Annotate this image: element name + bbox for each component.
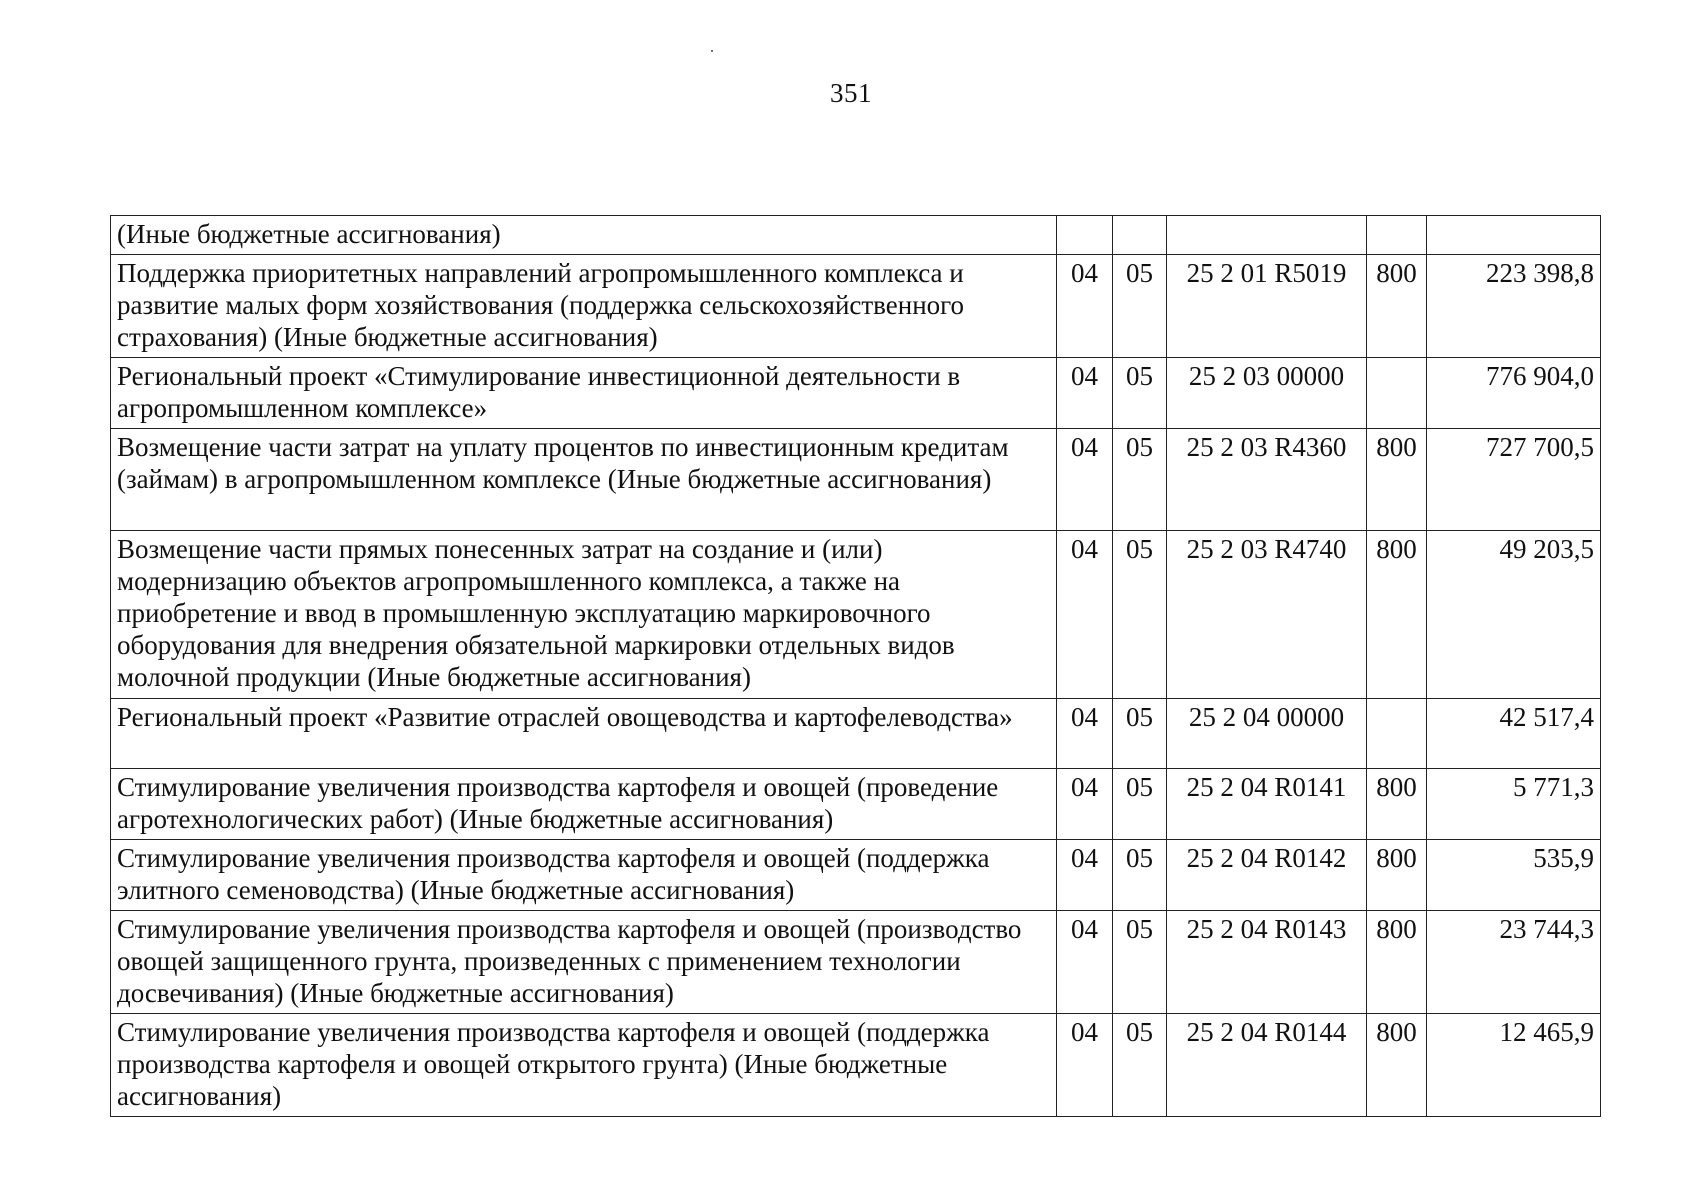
row-razdel: 04 [1057,840,1113,911]
table-row [111,358,1601,429]
row-amount: 727 700,5 [1427,429,1601,531]
budget-table [110,215,1601,1117]
row-vr: 800 [1367,911,1427,1014]
row-podrazdel: 05 [1113,1014,1167,1117]
row-razdel: 04 [1057,769,1113,840]
table-row [111,840,1601,911]
table-row [111,769,1601,840]
row-name: Поддержка приоритетных направлений агропромышленного комплекса и развитие малых форм хозяйствования (поддержка сельскохозяйственного страхования) (Иные бюджетные ассигнования) [111,255,1057,358]
row-amount: 5 771,3 [1427,769,1601,840]
row-razdel: 04 [1057,255,1113,358]
row-vr: 800 [1367,255,1427,358]
row-razdel: 04 [1057,911,1113,1014]
row-name: Возмещение части прямых понесенных затрат на создание и (или) модернизацию объектов агропромышленного комплекса, а также на приобретение и ввод в промышленную эксплуатацию маркировочного оборудования для внедрения обязательной маркировки отдельных видов молочной продукции (Иные бюджетные ассигнования) [111,531,1057,699]
table-row [111,429,1601,531]
row-name: Стимулирование увеличения производства картофеля и овощей (поддержка элитного семеноводства) (Иные бюджетные ассигнования) [111,840,1057,911]
table-row [111,699,1601,769]
row-razdel: 04 [1057,429,1113,531]
row-podrazdel: 05 [1113,769,1167,840]
table-row [111,531,1601,699]
row-amount: 42 517,4 [1427,699,1601,769]
row-csr: 25 2 03 R4360 [1167,429,1367,531]
row-csr [1167,216,1367,255]
row-razdel: 04 [1057,358,1113,429]
table-row [111,216,1601,255]
row-podrazdel [1113,216,1167,255]
table-row [111,255,1601,358]
table-row [111,1014,1601,1117]
row-podrazdel: 05 [1113,531,1167,699]
row-razdel: 04 [1057,699,1113,769]
row-csr: 25 2 04 R0143 [1167,911,1367,1014]
row-podrazdel: 05 [1113,699,1167,769]
row-name: Возмещение части затрат на уплату процентов по инвестиционным кредитам (займам) в агропромышленном комплексе (Иные бюджетные ассигнования) [111,429,1057,531]
row-csr: 25 2 04 R0144 [1167,1014,1367,1117]
row-amount: 223 398,8 [1427,255,1601,358]
row-vr: 800 [1367,1014,1427,1117]
row-podrazdel: 05 [1113,429,1167,531]
row-amount: 23 744,3 [1427,911,1601,1014]
row-name: Стимулирование увеличения производства картофеля и овощей (поддержка производства картофеля и овощей открытого грунта) (Иные бюджетные ассигнования) [111,1014,1057,1117]
row-podrazdel: 05 [1113,840,1167,911]
row-vr: 800 [1367,769,1427,840]
row-amount [1427,216,1601,255]
row-csr: 25 2 01 R5019 [1167,255,1367,358]
scan-speck [711,50,713,52]
row-vr: 800 [1367,840,1427,911]
table-row [111,911,1601,1014]
row-amount: 49 203,5 [1427,531,1601,699]
row-podrazdel: 05 [1113,255,1167,358]
row-vr: 800 [1367,429,1427,531]
row-csr: 25 2 04 00000 [1167,699,1367,769]
row-name: Стимулирование увеличения производства картофеля и овощей (проведение агротехнологических работ) (Иные бюджетные ассигнования) [111,769,1057,840]
row-name: Региональный проект «Стимулирование инвестиционной деятельности в агропромышленном комплексе» [111,358,1057,429]
row-csr: 25 2 03 R4740 [1167,531,1367,699]
row-amount: 776 904,0 [1427,358,1601,429]
row-name: Стимулирование увеличения производства картофеля и овощей (производство овощей защищенного грунта, произведенных с применением технологии досвечивания) (Иные бюджетные ассигнования) [111,911,1057,1014]
row-razdel [1057,216,1113,255]
row-podrazdel: 05 [1113,911,1167,1014]
row-amount: 535,9 [1427,840,1601,911]
page-number: 351 [830,78,872,108]
row-name: Региональный проект «Развитие отраслей овощеводства и картофелеводства» [111,699,1057,769]
row-podrazdel: 05 [1113,358,1167,429]
row-razdel: 04 [1057,1014,1113,1117]
row-csr: 25 2 03 00000 [1167,358,1367,429]
row-vr [1367,358,1427,429]
row-csr: 25 2 04 R0141 [1167,769,1367,840]
row-amount: 12 465,9 [1427,1014,1601,1117]
row-vr [1367,699,1427,769]
row-vr: 800 [1367,531,1427,699]
row-csr: 25 2 04 R0142 [1167,840,1367,911]
row-vr [1367,216,1427,255]
row-name: (Иные бюджетные ассигнования) [111,216,1057,255]
row-razdel: 04 [1057,531,1113,699]
table-body [111,216,1601,1117]
